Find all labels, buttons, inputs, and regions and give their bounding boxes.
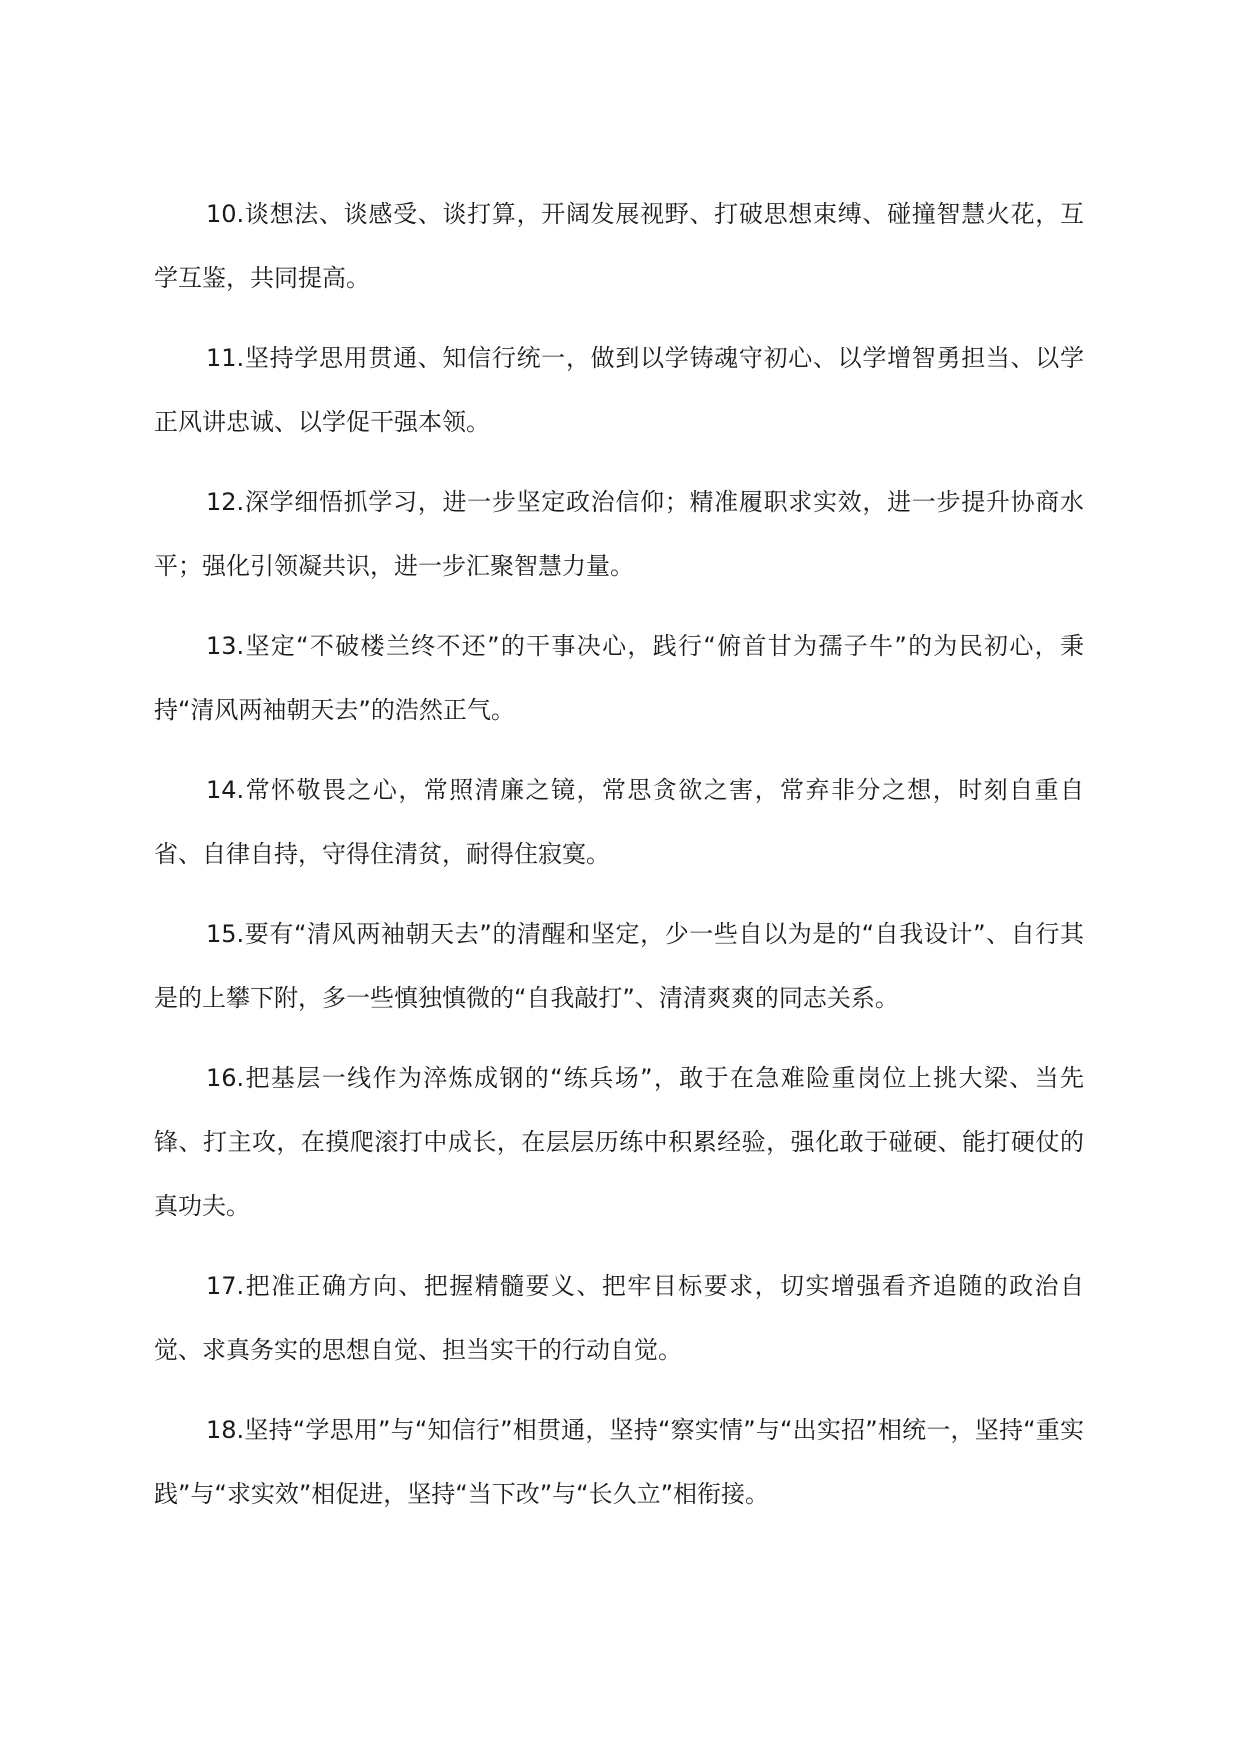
paragraph-16: 16.把基层一线作为淬炼成钢的“练兵场”，敢于在急难险重岗位上挑大梁、当先锋、打主攻，在摸爬滚打中成长，在层层历练中积累经验，强化敢于碰硬、能打硬仗的真功夫。 [154, 1064, 1084, 1220]
paragraph-12: 12.深学细悟抓学习，进一步坚定政治信仰；精准履职求实效，进一步提升协商水平；强化引领凝共识，进一步汇聚智慧力量。 [154, 488, 1084, 580]
paragraph-11: 11.坚持学思用贯通、知信行统一，做到以学铸魂守初心、以学增智勇担当、以学正风讲忠诚、以学促干强本领。 [154, 344, 1084, 436]
paragraph-10: 10.谈想法、谈感受、谈打算，开阔发展视野、打破思想束缚、碰撞智慧火花，互学互鉴，共同提高。 [154, 200, 1084, 292]
document-body [154, 182, 1084, 1542]
paragraph-15: 15.要有“清风两袖朝天去”的清醒和坚定，少一些自以为是的“自我设计”、自行其是的上攀下附，多一些慎独慎微的“自我敲打”、清清爽爽的同志关系。 [154, 920, 1084, 1012]
paragraph-14: 14.常怀敬畏之心，常照清廉之镜，常思贪欲之害，常弃非分之想，时刻自重自省、自律自持，守得住清贫，耐得住寂寞。 [154, 776, 1084, 868]
paragraph-17: 17.把准正确方向、把握精髓要义、把牢目标要求，切实增强看齐追随的政治自觉、求真务实的思想自觉、担当实干的行动自觉。 [154, 1272, 1084, 1364]
paragraph-18: 18.坚持“学思用”与“知信行”相贯通，坚持“察实情”与“出实招”相统一，坚持“重实践”与“求实效”相促进，坚持“当下改”与“长久立”相衔接。 [154, 1416, 1084, 1508]
paragraph-13: 13.坚定“不破楼兰终不还”的干事决心，践行“俯首甘为孺子牛”的为民初心，秉持“清风两袖朝天去”的浩然正气。 [154, 632, 1084, 724]
